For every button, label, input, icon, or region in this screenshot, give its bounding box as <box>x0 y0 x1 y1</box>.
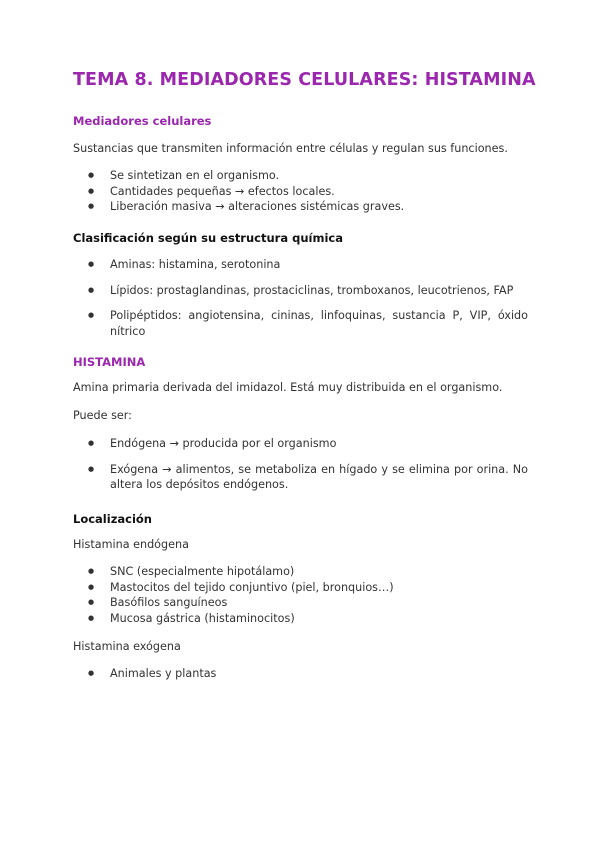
list-item: ● Se sintetizan en el organismo. <box>73 168 528 184</box>
exogena-label: Histamina exógena <box>73 640 181 653</box>
list-item: ● Basófilos sanguíneos <box>73 595 528 611</box>
endogena-label: Histamina endógena <box>73 538 189 551</box>
list-item: ● Exógena → alimentos, se metaboliza en hígado y se elimina por orina. No altera los depósitos endógenos. <box>73 462 528 493</box>
list-item: ● Cantidades pequeñas → efectos locales. <box>73 184 528 200</box>
list-item: ● SNC (especialmente hipotálamo) <box>73 564 528 580</box>
clasificacion-list <box>73 257 528 350</box>
histamina-intro: Amina primaria derivada del imidazol. Está muy distribuida en el organismo. <box>73 381 503 394</box>
histamina-list <box>73 436 528 503</box>
list-item: ● Mastocitos del tejido conjuntivo (piel, bronquios…) <box>73 580 528 596</box>
section-heading-localizacion: Localización <box>73 512 152 526</box>
section-heading-clasificacion: Clasificación según su estructura química <box>73 231 343 245</box>
list-item: ● Polipéptidos: angiotensina, cininas, linfoquinas, sustancia P, VIP, óxido nítrico <box>73 308 528 339</box>
list-item: ● Aminas: histamina, serotonina <box>73 257 528 273</box>
list-item: ● Lípidos: prostaglandinas, prostaciclinas, tromboxanos, leucotrienos, FAP <box>73 283 528 299</box>
exogena-list <box>73 666 528 682</box>
list-item: ● Animales y plantas <box>73 666 528 682</box>
list-item: ● Endógena → producida por el organismo <box>73 436 528 452</box>
histamina-puede-ser: Puede ser: <box>73 409 132 422</box>
document-title: TEMA 8. MEDIADORES CELULARES: HISTAMINA <box>73 70 536 90</box>
mediadores-intro: Sustancias que transmiten información entre células y regulan sus funciones. <box>73 142 508 155</box>
endogena-list <box>73 564 528 627</box>
mediadores-list <box>73 168 528 215</box>
list-item: ● Liberación masiva → alteraciones sistémicas graves. <box>73 199 528 215</box>
section-heading-mediadores: Mediadores celulares <box>73 114 212 128</box>
section-heading-histamina: HISTAMINA <box>73 355 146 369</box>
list-item: ● Mucosa gástrica (histaminocitos) <box>73 611 528 627</box>
